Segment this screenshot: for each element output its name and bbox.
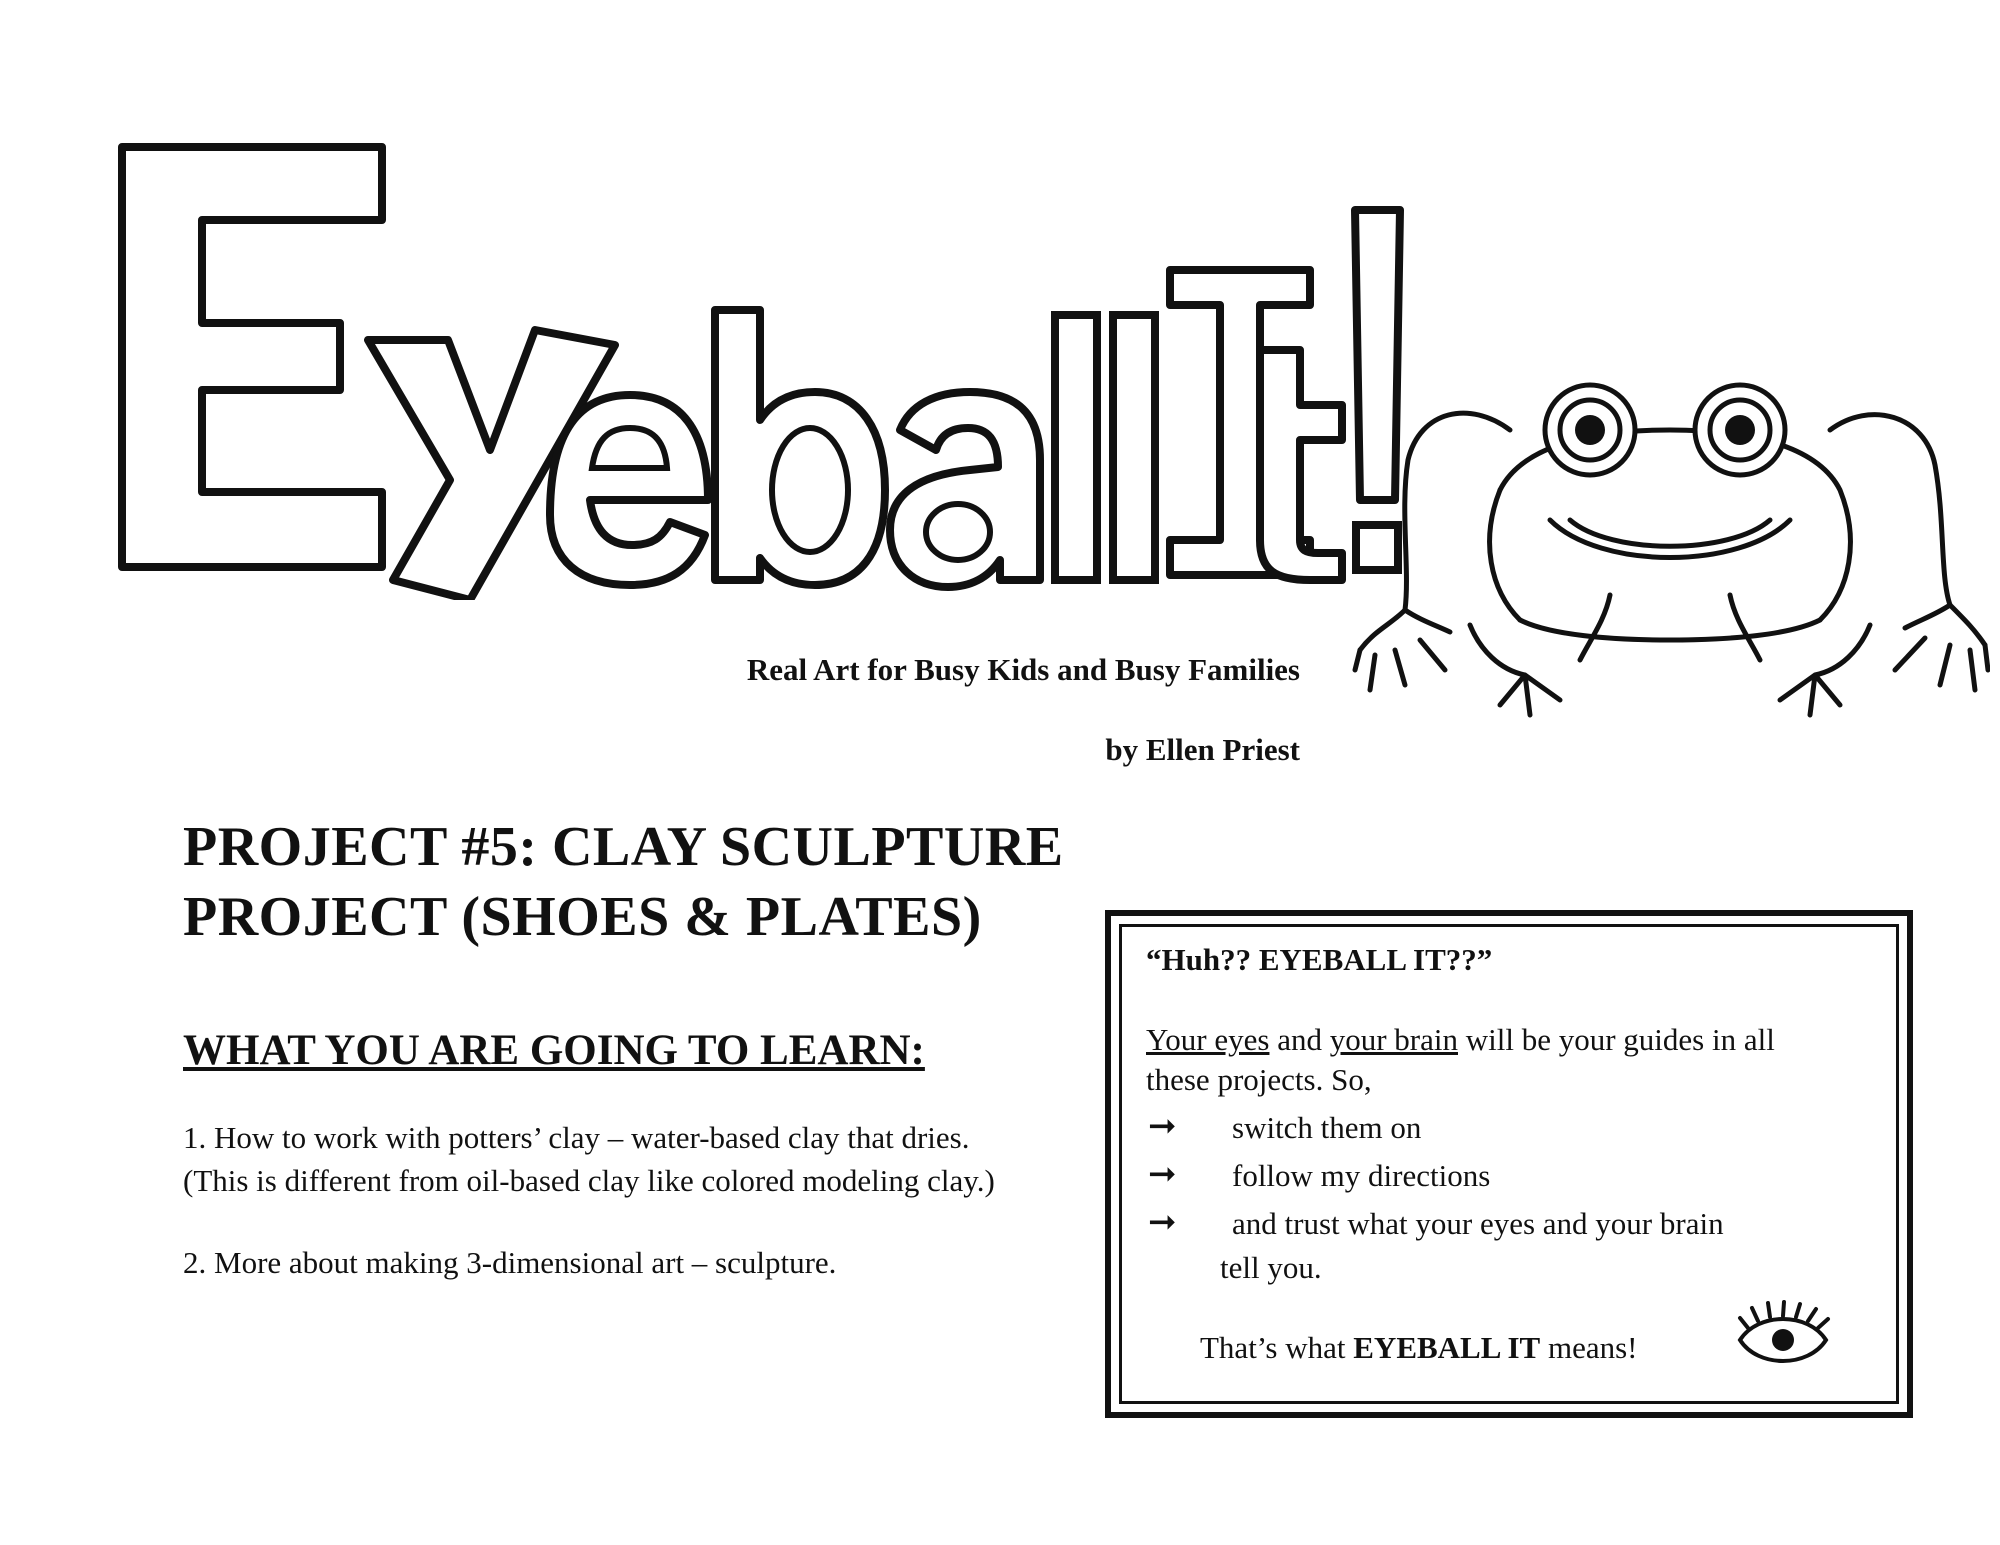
project-title-line-1: PROJECT #5: CLAY SCULPTURE <box>183 816 1064 878</box>
arrow-right-icon: ➞ <box>1148 1202 1177 1242</box>
box-paragraph-line-1 <box>1146 1022 1775 1058</box>
bullet-3-line-2: tell you. <box>1220 1250 1322 1285</box>
arrow-right-icon: ➞ <box>1148 1106 1177 1146</box>
eyeball-it-logo <box>110 130 1420 600</box>
bullet-3-line-1: and trust what your eyes and your brain <box>1232 1206 1724 1241</box>
frog-illustration <box>1350 370 1990 800</box>
and-text: and <box>1269 1022 1330 1057</box>
box-closing <box>1200 1330 1637 1366</box>
eye-icon <box>1728 1298 1838 1378</box>
your-brain-text: your brain <box>1329 1022 1458 1057</box>
learn-item-1-line-1: 1. How to work with potters’ clay – water-based clay that dries. <box>183 1120 970 1155</box>
learn-heading: WHAT YOU ARE GOING TO LEARN: <box>183 1027 925 1074</box>
box-paragraph-line-2: these projects. So, <box>1146 1062 1372 1097</box>
closing-bold-text: EYEBALL IT <box>1353 1330 1541 1365</box>
your-eyes-text: Your eyes <box>1146 1022 1270 1057</box>
arrow-right-icon: ➞ <box>1148 1154 1177 1194</box>
closing-pre-text: That’s what <box>1200 1330 1354 1365</box>
byline: by Ellen Priest <box>1105 732 1300 767</box>
tagline: Real Art for Busy Kids and Busy Families <box>746 652 1300 687</box>
project-title-line-2: PROJECT (SHOES & PLATES) <box>183 886 982 948</box>
bullet-2: follow my directions <box>1232 1158 1491 1193</box>
closing-post-text: means! <box>1540 1330 1638 1365</box>
paragraph-rest-text: will be your guides in all <box>1458 1022 1775 1057</box>
box-heading: “Huh?? EYEBALL IT??” <box>1146 942 1493 977</box>
learn-item-1-line-2: (This is different from oil-based clay like colored modeling clay.) <box>183 1163 995 1198</box>
learn-item-2: 2. More about making 3-dimensional art – sculpture. <box>183 1245 837 1280</box>
bullet-1: switch them on <box>1232 1110 1422 1145</box>
